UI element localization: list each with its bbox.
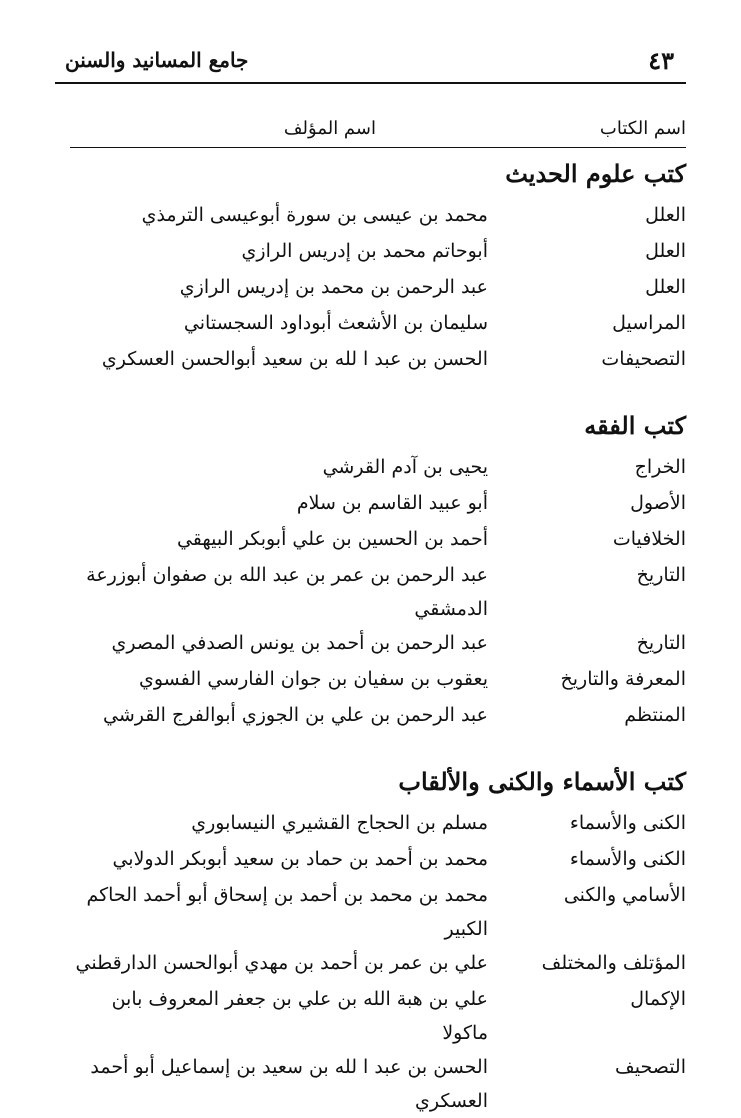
list-item	[70, 522, 686, 558]
book-name: الكنى والأسماء	[569, 848, 686, 870]
list-item	[70, 698, 686, 734]
author-name: يحيى بن آدم القرشي	[322, 456, 488, 478]
list-item	[70, 878, 686, 946]
author-name: أبوحاتم محمد بن إدريس الرازي	[241, 240, 488, 262]
book-name: الأصول	[630, 492, 686, 514]
book-name: المنتظم	[624, 704, 686, 726]
section-title: كتب الأسماء والكنى والألقاب	[398, 767, 686, 796]
section-names-kunyas-titles	[70, 762, 686, 1118]
book-name: التاريخ	[636, 632, 686, 654]
column-header-rule	[70, 147, 686, 148]
list-item	[70, 806, 686, 842]
book-name: المعرفة والتاريخ	[560, 668, 686, 690]
list-item	[70, 982, 686, 1050]
list-item	[70, 270, 686, 306]
book-name: التصحيفات	[601, 348, 686, 370]
list-item	[70, 198, 686, 234]
author-name: عبد الرحمن بن علي بن الجوزي أبوالفرج القرشي	[103, 704, 488, 726]
list-item	[70, 842, 686, 878]
author-name: سليمان بن الأشعث أبوداود السجستاني	[183, 312, 488, 334]
author-name: مسلم بن الحجاج القشيري النيسابوري	[191, 812, 488, 834]
author-name: محمد بن محمد بن أحمد بن إسحاق أبو أحمد الحاكم الكبير	[86, 884, 488, 940]
book-name: التصحيف	[615, 1056, 686, 1078]
author-name: محمد بن أحمد بن حماد بن سعيد أبوبكر الدولابي	[112, 848, 488, 870]
author-name: عبد الرحمن بن أحمد بن يونس الصدفي المصري	[111, 632, 488, 654]
book-name: العلل	[645, 276, 686, 298]
book-name: الكنى والأسماء	[569, 812, 686, 834]
book-name: المؤتلف والمختلف	[541, 952, 686, 974]
author-name: يعقوب بن سفيان بن جوان الفارسي الفسوي	[138, 668, 488, 690]
book-name: الخراج	[634, 456, 686, 478]
running-head	[55, 44, 686, 80]
author-name: علي بن هبة الله بن علي بن جعفر المعروف بابن ماكولا	[111, 988, 488, 1044]
list-item	[70, 342, 686, 378]
author-name: الحسن بن عبد ا لله بن سعيد بن إسماعيل أبو أحمد العسكري	[90, 1056, 488, 1112]
book-name: المراسيل	[612, 312, 686, 334]
author-name: أبو عبيد القاسم بن سلام	[296, 492, 488, 514]
section-hadith-sciences	[70, 154, 686, 378]
author-name: عبد الرحمن بن عمر بن عبد الله بن صفوان أبوزرعة الدمشقي	[86, 564, 488, 620]
page-number: ٤٣	[648, 46, 674, 75]
list-item	[70, 626, 686, 662]
author-name: علي بن عمر بن أحمد بن مهدي أبوالحسن الدارقطني	[75, 952, 488, 974]
book-name: التاريخ	[636, 564, 686, 586]
author-name: الحسن بن عبد ا لله بن سعيد أبوالحسن العسكري	[101, 348, 488, 370]
book-name: الإكمال	[630, 988, 686, 1010]
list-item	[70, 662, 686, 698]
list-item	[70, 234, 686, 270]
column-headers	[70, 118, 686, 148]
author-column-header: اسم المؤلف	[283, 118, 376, 139]
author-name: عبد الرحمن بن محمد بن إدريس الرازي	[179, 276, 488, 298]
section-fiqh	[70, 406, 686, 734]
book-name: العلل	[645, 240, 686, 262]
book-list	[70, 150, 686, 1118]
list-item	[70, 486, 686, 522]
list-item	[70, 1050, 686, 1118]
book-column-header: اسم الكتاب	[599, 118, 686, 139]
book-title: جامع المسانيد والسنن	[65, 48, 249, 72]
section-title: كتب علوم الحديث	[505, 159, 686, 188]
book-name: الأسامي والكنى	[563, 884, 686, 906]
author-name: محمد بن عيسى بن سورة أبوعيسى الترمذي	[141, 204, 488, 226]
list-item	[70, 946, 686, 982]
book-name: الخلافيات	[612, 528, 686, 550]
section-title: كتب الفقه	[584, 411, 686, 440]
author-name: أحمد بن الحسين بن علي أبوبكر البيهقي	[176, 528, 488, 550]
header-rule	[55, 82, 686, 84]
book-name: العلل	[645, 204, 686, 226]
list-item	[70, 558, 686, 626]
list-item	[70, 450, 686, 486]
list-item	[70, 306, 686, 342]
